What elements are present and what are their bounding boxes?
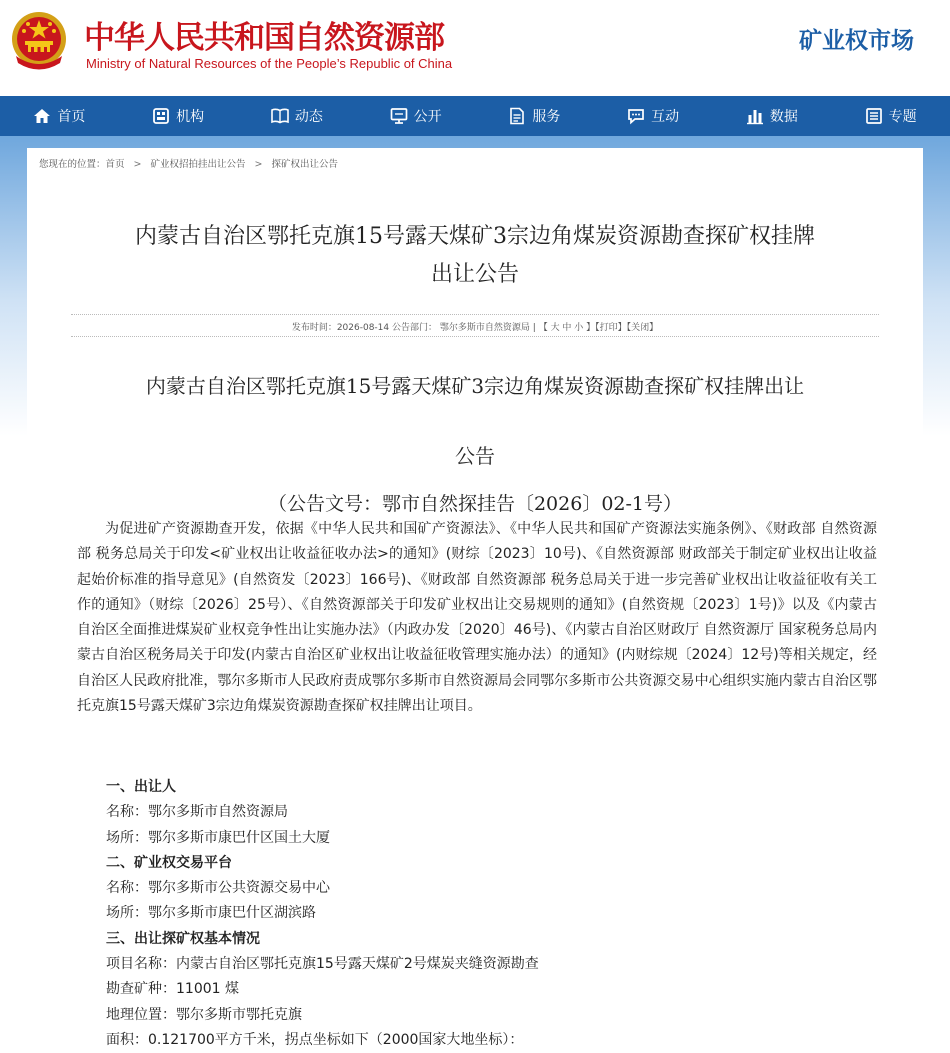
publish-date-label: 发布时间：: [291, 323, 337, 333]
page-title-line: 出让公告: [430, 262, 519, 287]
publish-date: 2026-08-14: [336, 323, 390, 333]
nav-item-data[interactable]: [713, 96, 832, 136]
list-item: 面积：0.121700平方千米，拐点坐标如下（2000国家大地坐标）：: [106, 1031, 524, 1048]
intro-paragraph: 为促进矿产资源勘查开发，依据《中华人民共和国矿产资源法》、《中华人民共和国矿产资源法实施条例》、《财政部 自然资源部 税务总局关于印发<矿业权出让收益征收办法>的通知》(财综〔2023〕10号)、《自然资源部 财政部关于制定矿业权出让收益起始价标准的指导意见》(自然资发〔2023〕166号)、《财政部 自然资源部 税务总局关于进一步完善矿业权出让收益征收有关工作的通知》（财综〔2026〕25号）、《自然资源部关于印发矿业权出让交易规则的通知》(自然资规〔2023〕1号)》以及《内蒙古自治区全面推进煤炭矿业权竞争性出让实施办法》（内政办发〔2020〕46号)、《内蒙古自治区财政厅 自然资源厅 国家税务总局内蒙古自治区税务局关于印发(内蒙古自治区矿业权出让收益征收管理实施办法）的通知》(内财综规〔2024〕12号)等相关规定，经自治区人民政府批准，鄂尔多斯市人民政府责成鄂尔多斯市自然资源局会同鄂尔多斯市公共资源交易中心组织实施内蒙古自治区鄂托克旗15号露天煤矿3宗边角煤炭资源勘查探矿权挂牌出让项目。: [77, 521, 877, 715]
article-container: [27, 148, 923, 1048]
article-meta: [71, 320, 879, 333]
book-icon: [271, 107, 289, 125]
nav-item-public[interactable]: [356, 96, 475, 136]
nav-label: 首页: [57, 109, 86, 125]
page-title: [57, 218, 893, 294]
breadcrumb-auction[interactable]: 矿业权招拍挂出让公告: [150, 159, 246, 170]
site-header: [0, 0, 950, 96]
site-title[interactable]: 中华人民共和国自然资源部: [84, 20, 444, 56]
site-title-english[interactable]: Ministry of Natural Resources of the People’s Republic of China: [86, 56, 453, 71]
main-nav: [0, 96, 950, 136]
meta-separator: |: [532, 323, 539, 333]
nav-item-service[interactable]: [475, 96, 594, 136]
bar-chart-icon: [746, 107, 764, 125]
list-item: 场所：鄂尔多斯市康巴什区国土大厦: [106, 829, 330, 846]
chat-icon: [627, 107, 645, 125]
dept-name: 鄂尔多斯市自然资源局: [439, 323, 530, 333]
section-heading: 二、矿业权交易平台: [106, 854, 232, 871]
monitor-icon: [390, 107, 408, 125]
divider: [71, 314, 879, 315]
nav-label: 数据: [769, 109, 798, 125]
breadcrumb-home[interactable]: 首页: [105, 159, 125, 170]
document-number: （公告文号：鄂市自然探挂告〔2026〕02-1号）: [267, 493, 683, 515]
breadcrumb-prefix: 您现在的位置：: [39, 159, 106, 170]
article-lines: [106, 775, 886, 1053]
list-icon: [865, 107, 883, 125]
dept-label: 公告部门：: [392, 323, 438, 333]
breadcrumb-exploration[interactable]: 探矿权出让公告: [271, 159, 338, 170]
divider: [71, 336, 879, 337]
nav-label: 互动: [651, 109, 680, 125]
list-item: 项目名称：内蒙古自治区鄂托克旗15号露天煤矿2号煤炭夹缝资源勘查: [106, 956, 539, 973]
nav-label: 动态: [294, 109, 323, 125]
print-link[interactable]: 【打印】: [595, 323, 627, 333]
list-item: 名称：鄂尔多斯市公共资源交易中心: [106, 880, 330, 897]
national-emblem-icon[interactable]: [10, 10, 68, 72]
nav-item-home[interactable]: [0, 96, 119, 136]
page-title-line: 内蒙古自治区鄂托克旗15号露天煤矿3宗边角煤炭资源勘查探矿权挂牌: [135, 224, 815, 249]
home-icon: [33, 107, 51, 125]
nav-label: 服务: [532, 109, 561, 125]
breadcrumb-separator: >: [133, 159, 142, 170]
breadcrumb: [39, 156, 338, 170]
list-item: 场所：鄂尔多斯市康巴什区湖滨路: [106, 905, 316, 922]
nav-item-interact[interactable]: [594, 96, 713, 136]
market-link[interactable]: 矿业权市场: [799, 28, 914, 54]
section-heading: 三、出让探矿权基本情况: [106, 930, 260, 947]
list-item: 勘查矿种：11001 煤: [106, 981, 239, 998]
announcement-heading: 内蒙古自治区鄂托克旗15号露天煤矿3宗边角煤炭资源勘查探矿权挂牌出让: [145, 374, 805, 398]
nav-label: 公开: [413, 109, 442, 125]
nav-item-org[interactable]: [119, 96, 238, 136]
list-item: 名称：鄂尔多斯市自然资源局: [106, 804, 288, 821]
nav-item-news[interactable]: [238, 96, 357, 136]
org-icon: [152, 107, 170, 125]
nav-label: 机构: [176, 109, 205, 125]
list-item: 地理位置：鄂尔多斯市鄂托克旗: [106, 1006, 302, 1023]
close-link[interactable]: 【关闭】: [626, 323, 659, 333]
font-size-control[interactable]: 【 大 中 小 】: [538, 323, 596, 333]
document-icon: [508, 107, 526, 125]
nav-label: 专题: [888, 109, 917, 125]
breadcrumb-separator: >: [254, 159, 263, 170]
announcement-heading-line2: 公告: [455, 444, 495, 468]
section-heading: 一、出让人: [106, 779, 176, 795]
nav-item-topic[interactable]: [831, 96, 950, 136]
